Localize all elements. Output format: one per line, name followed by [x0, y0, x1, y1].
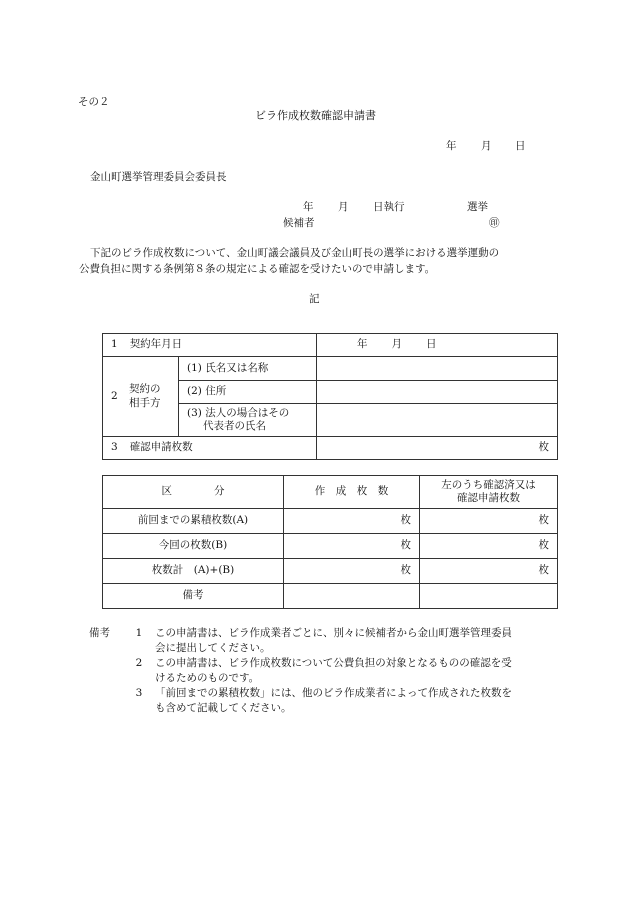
- contract-party-label-cell: [103, 357, 179, 437]
- contract-party-line2: 相手方: [129, 396, 161, 409]
- contract-year: 年: [357, 338, 368, 351]
- election-day-held: 日執行: [373, 201, 405, 213]
- contract-day: 日: [426, 338, 437, 351]
- election-label: 選挙: [467, 201, 488, 213]
- note-line: この申請書は、ビラ作成業者ごとに、別々に候補者から金山町選挙管理委員: [155, 627, 512, 639]
- input-address[interactable]: [317, 381, 558, 404]
- requested-count-unit[interactable]: 枚: [317, 437, 558, 460]
- confirmed-cell[interactable]: 枚: [420, 534, 558, 559]
- election-year: 年: [303, 201, 314, 213]
- requested-count-label-cell: [103, 437, 317, 460]
- document-title: ビラ作成枚数確認申請書: [255, 109, 376, 122]
- note-line: も含めて記載してください。: [155, 702, 292, 714]
- date-month: 月: [481, 140, 492, 152]
- header-confirmed: [420, 476, 558, 509]
- count-cell[interactable]: 枚: [284, 534, 420, 559]
- note-item: [89, 656, 569, 686]
- note-item: [89, 686, 569, 716]
- sub-item-address: (2) 住所: [179, 381, 317, 404]
- header-kubun: 区 分: [103, 476, 284, 509]
- contract-date-value-cell: [317, 334, 558, 357]
- row-label-total: 枚数計 (A)+(B): [103, 559, 284, 584]
- count-cell[interactable]: 枚: [284, 509, 420, 534]
- note-text-1: [149, 626, 569, 656]
- contract-date-label-cell: [103, 334, 317, 357]
- contract-table: [102, 333, 558, 460]
- note-text-2: [149, 656, 569, 686]
- confirmed-cell[interactable]: 枚: [420, 509, 558, 534]
- paragraph-line1: 下記のビラ作成枚数について、金山町議会議員及び金山町長の選挙における選挙運動の: [90, 247, 500, 259]
- candidate-label: 候補者: [283, 217, 315, 229]
- remarks-cell[interactable]: [420, 584, 558, 609]
- ki-label: 記: [309, 293, 320, 305]
- seal-mark: ㊞: [489, 217, 500, 229]
- addressee: 金山町選挙管理委員会委員長: [90, 171, 227, 183]
- contract-party-line1: 契約の: [129, 383, 161, 396]
- header-confirmed-line1: 左のうち確認済又は: [441, 478, 536, 491]
- header-confirmed-line2: 確認申請枚数: [457, 492, 520, 504]
- confirmed-cell[interactable]: 枚: [420, 559, 558, 584]
- row-label-current: 今回の枚数(B): [103, 534, 284, 559]
- sub-item-representative: [179, 404, 317, 437]
- note-number: 1: [135, 627, 143, 639]
- count-table: [102, 475, 558, 609]
- contract-month: 月: [391, 338, 402, 351]
- count-cell[interactable]: 枚: [284, 559, 420, 584]
- header-count: 作 成 枚 数: [284, 476, 420, 509]
- sub-item-representative-line1: (3) 法人の場合はその: [187, 406, 290, 419]
- note-number: 2: [135, 657, 143, 669]
- sub-item-name: (1) 氏名又は名称: [179, 357, 317, 381]
- date-year: 年: [446, 140, 457, 152]
- election-month: 月: [338, 201, 349, 213]
- input-name[interactable]: [317, 357, 558, 381]
- input-representative[interactable]: [317, 404, 558, 437]
- row-label-previous: 前回までの累積枚数(A): [103, 509, 284, 534]
- requested-count-label: 確認申請枚数: [129, 441, 193, 454]
- note-item: [89, 626, 569, 656]
- note-text-3: [149, 686, 569, 716]
- row-label-remarks: 備考: [103, 584, 284, 609]
- contract-date-label: 契約年月日: [129, 338, 183, 351]
- note-number: 3: [135, 687, 143, 699]
- notes-heading: 備考: [89, 627, 110, 639]
- date-day: 日: [515, 140, 526, 152]
- sub-item-representative-line2: 代表者の氏名: [203, 420, 266, 432]
- note-line: この申請書は、ビラ作成枚数について公費負担の対象となるものの確認を受: [155, 657, 512, 669]
- row-number: 3: [111, 441, 118, 454]
- note-line: 会に提出してください。: [155, 642, 271, 654]
- row-number: 2: [111, 389, 118, 402]
- note-line: けるためのものです。: [155, 672, 260, 684]
- remarks-cell[interactable]: [284, 584, 420, 609]
- notes-section: [89, 626, 569, 716]
- paragraph-line2: 公費負担に関する条例第８条の規定による確認を受けたいので申請します。: [79, 263, 436, 275]
- row-number: 1: [111, 338, 118, 351]
- note-line: 「前回までの累積枚数」には、他のビラ作成業者によって作成された枚数を: [155, 687, 512, 699]
- part-label: その２: [78, 96, 110, 108]
